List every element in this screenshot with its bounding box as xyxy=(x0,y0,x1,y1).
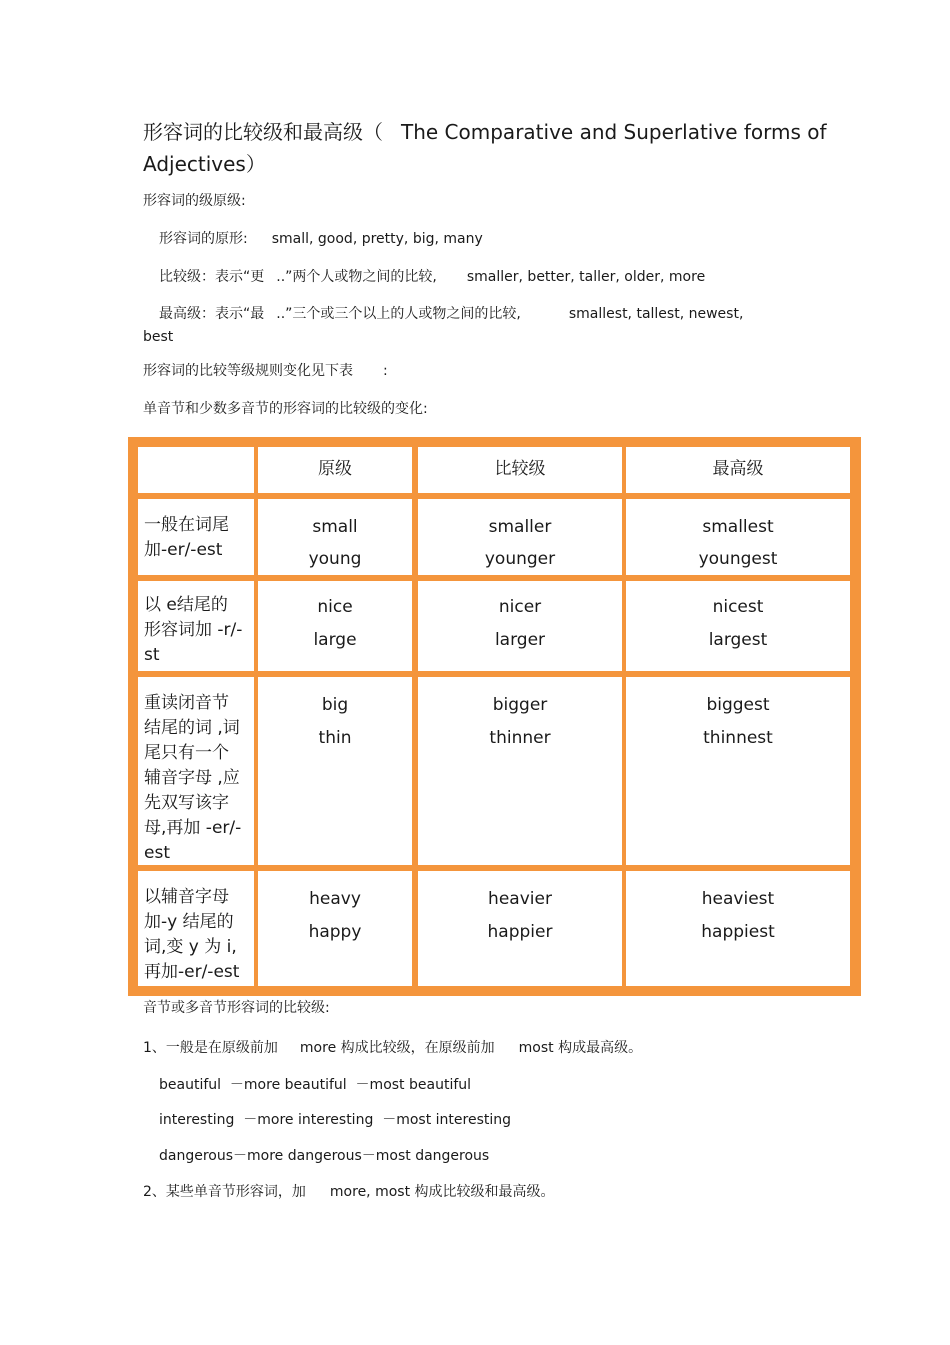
multisyllable-heading: 音节或多音节形容词的比较级: xyxy=(143,1000,330,1016)
superlative-cell-2: nicest largest xyxy=(626,581,850,671)
header-cell-superlative: 最高级 xyxy=(626,447,850,493)
base-cell-1: small young xyxy=(258,499,412,575)
comparative-line: 比较级：表示“更 ..”两个人或物之间的比较, smaller, better, taller, older, more xyxy=(159,269,706,285)
rules-heading: 形容词的比较等级规则变化见下表 : xyxy=(143,363,388,379)
base-form-line: 形容词的原形: small, good, pretty, big, many xyxy=(159,231,483,247)
superlative-line-cont: best xyxy=(143,329,174,345)
base-cell-2: nice large xyxy=(258,581,412,671)
superlative-line: 最高级：表示“最 ..”三个或三个以上的人或物之间的比较, smallest, tallest, newest, xyxy=(159,306,744,322)
superlative-cell-1: smallest youngest xyxy=(626,499,850,575)
comparative-cell-3: bigger thinner xyxy=(418,677,622,865)
intro-heading: 形容词的级原级: xyxy=(143,193,246,209)
header-cell-comparative: 比较级 xyxy=(418,447,622,493)
monosyllable-heading: 单音节和少数多音节的形容词的比较级的变化: xyxy=(143,401,428,417)
rule-cell-3: 重读闭音节 结尾的词 ,词 尾只有一个 辅音字母 ,应 先双写该字 母,再加 -er/- est xyxy=(138,677,254,865)
comparative-cell-4: heavier happier xyxy=(418,871,622,986)
page-title: 形容词的比较级和最高级（ The Comparative and Superlative forms of Adjectives） xyxy=(143,120,827,176)
base-cell-3: big thin xyxy=(258,677,412,865)
header-cell-base: 原级 xyxy=(258,447,412,493)
comparison-table xyxy=(128,437,861,996)
superlative-cell-4: heaviest happiest xyxy=(626,871,850,986)
base-cell-4: heavy happy xyxy=(258,871,412,986)
rule-cell-2: 以 e结尾的 形容词加 -r/- st xyxy=(138,581,254,671)
rule-1: 1、一般是在原级前加 more 构成比较级，在原级前加 most 构成最高级。 xyxy=(143,1040,643,1056)
example-3: dangerous－more dangerous－most dangerous xyxy=(159,1148,490,1164)
comparative-cell-2: nicer larger xyxy=(418,581,622,671)
rule-cell-4: 以辅音字母 加-y 结尾的 词,变 y 为 i, 再加-er/-est xyxy=(138,871,254,986)
rule-2: 2、某些单音节形容词，加 more, most 构成比较级和最高级。 xyxy=(143,1184,555,1200)
header-cell-empty xyxy=(138,447,254,493)
superlative-cell-3: biggest thinnest xyxy=(626,677,850,865)
rule-cell-1: 一般在词尾 加-er/-est xyxy=(138,499,254,575)
example-2: interesting －more interesting －most interesting xyxy=(159,1112,512,1128)
comparative-cell-1: smaller younger xyxy=(418,499,622,575)
example-1: beautiful －more beautiful －most beautiful xyxy=(159,1077,472,1093)
